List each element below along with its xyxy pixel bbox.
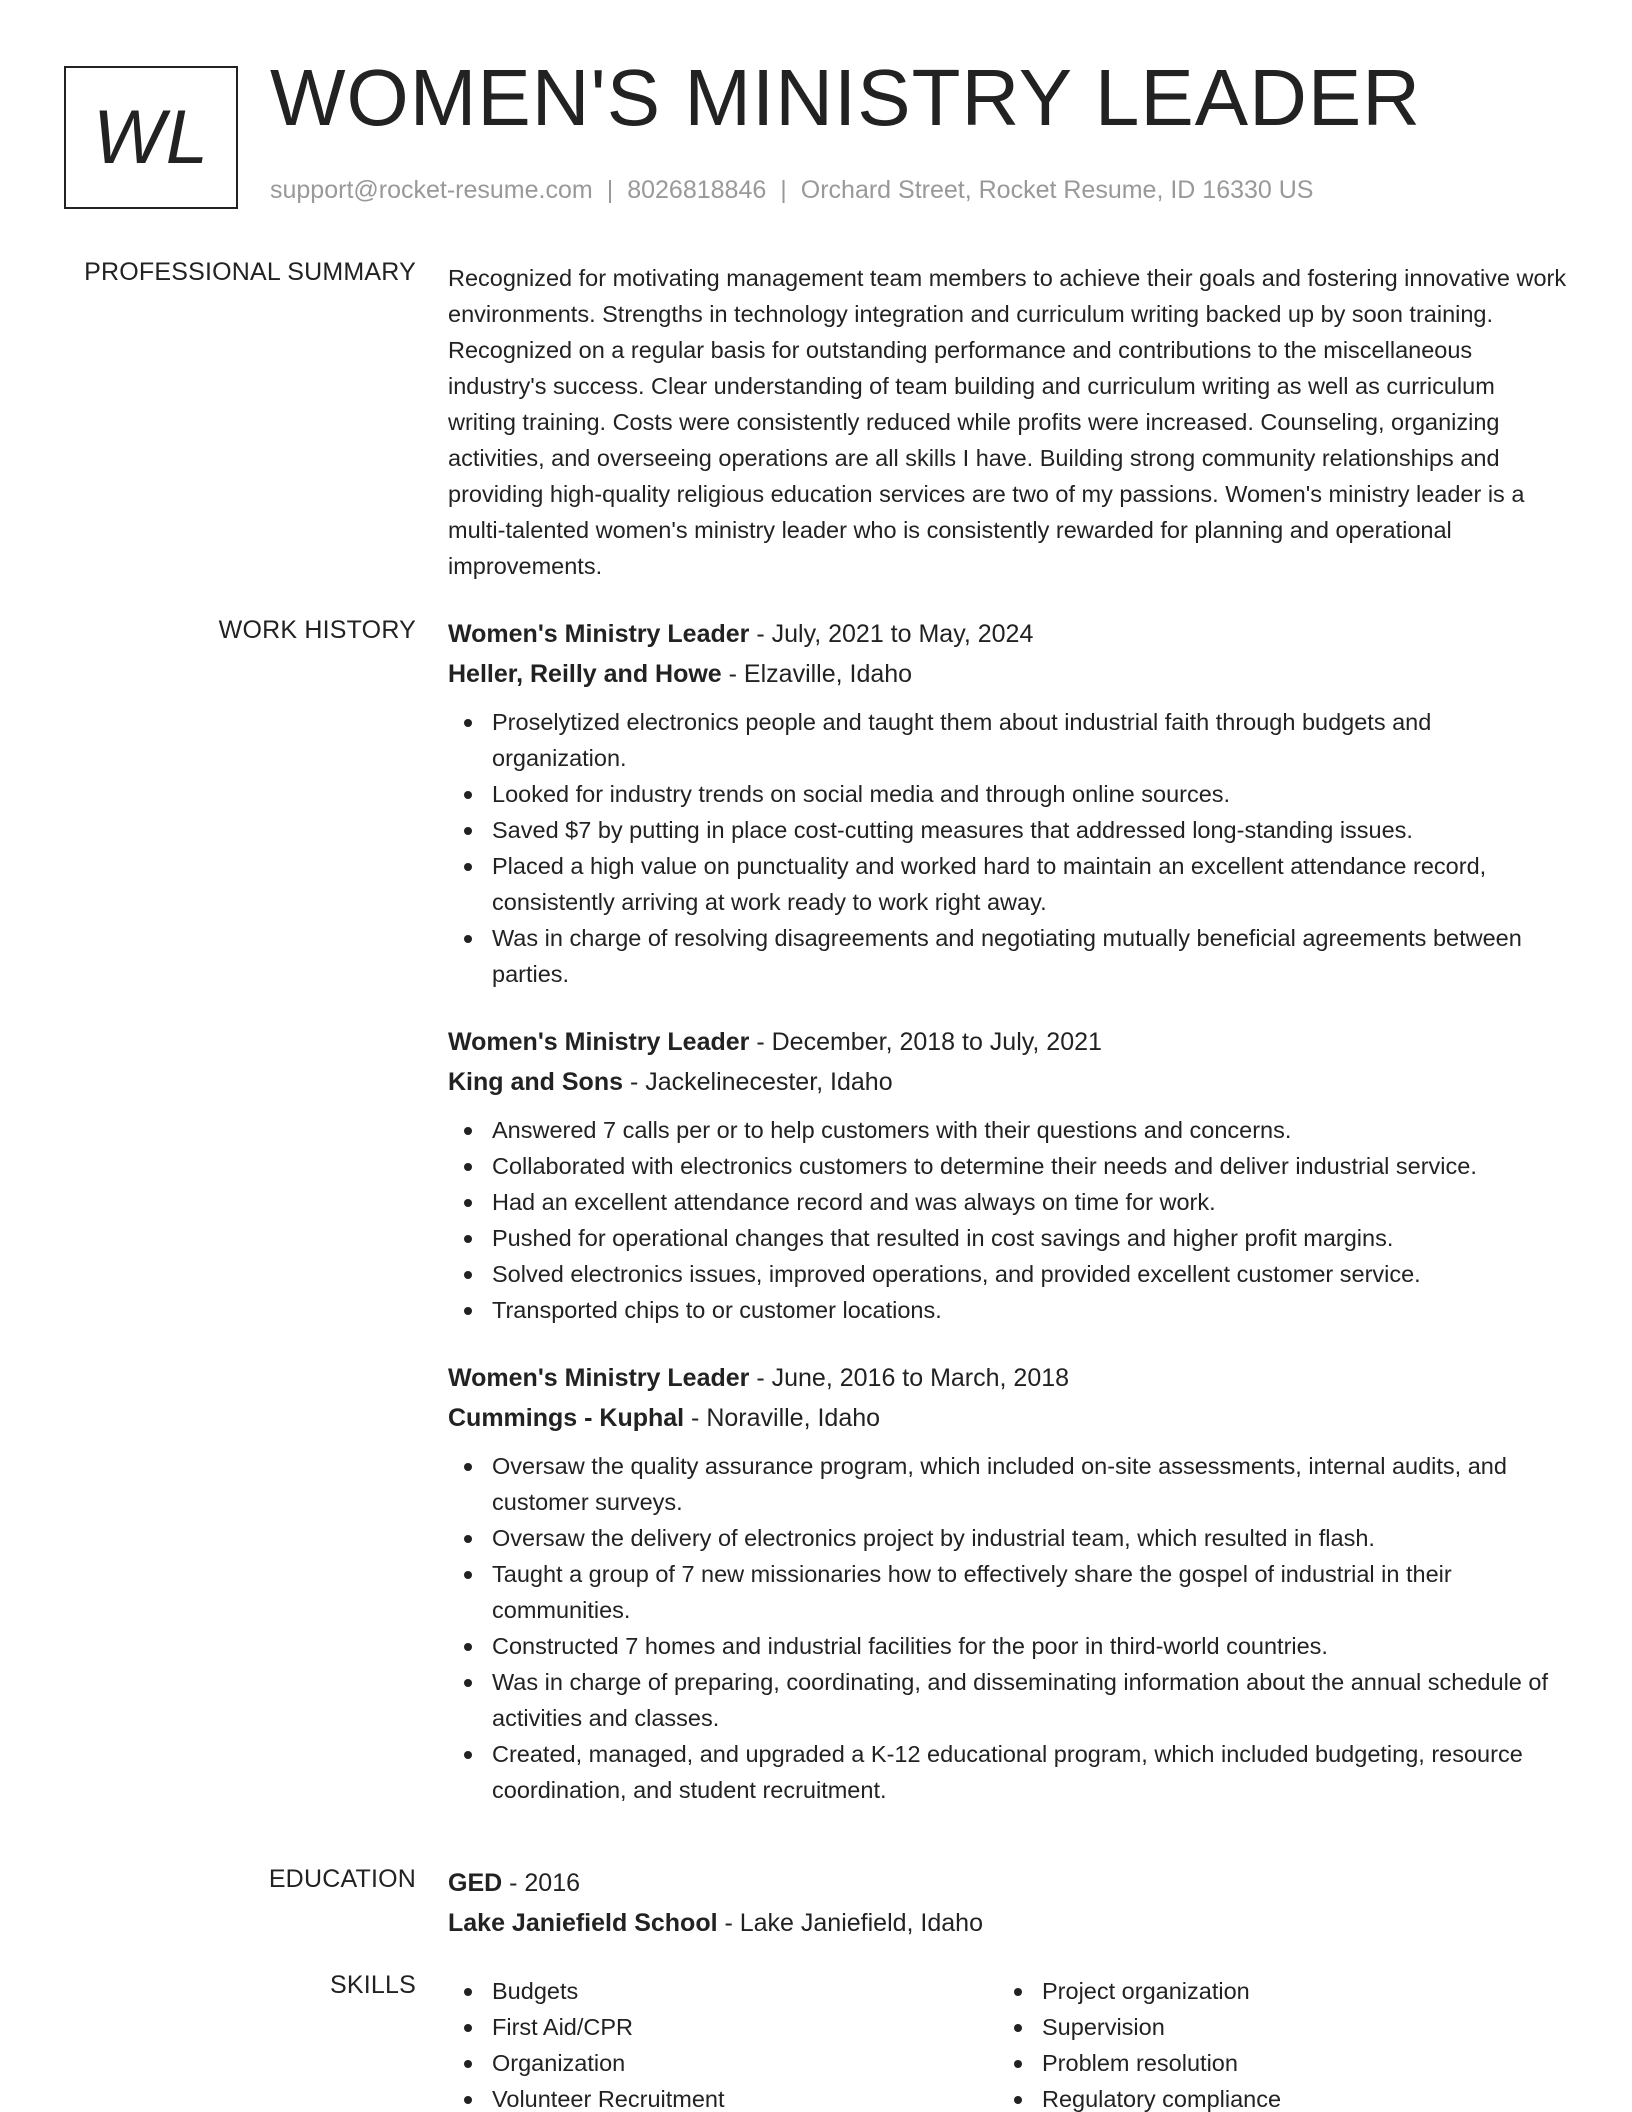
work-history-heading: WORK HISTORY [218,616,416,644]
skill-item: Regulatory compliance [998,2081,1548,2112]
job-company-line [448,1398,1568,1438]
skill-item: Volunteer Recruitment [448,2081,998,2112]
job-bullet: Created, managed, and upgraded a K-12 educational program, which included budgeting, resource coordination, and student recruitment. [448,1736,1568,1808]
education-location: - Lake Janiefield, Idaho [717,1909,983,1937]
job-location: - Jackelinecester, Idaho [623,1068,893,1096]
job-title: Women's Ministry Leader [448,1364,750,1392]
job-title-line [448,614,1568,654]
job-bullet: Collaborated with electronics customers to determine their needs and deliver industrial service. [448,1148,1568,1184]
education-heading: EDUCATION [268,1865,416,1893]
job-list [448,614,1568,1838]
contact-address: Orchard Street, Rocket Resume, ID 16330 US [800,176,1314,204]
skills-heading: SKILLS [330,1971,416,1999]
skill-item: Problem resolution [998,2045,1548,2081]
job-title: Women's Ministry Leader [448,620,750,648]
monogram-initials: WL [93,95,209,180]
job-company-line [448,654,1568,694]
contact-separator: | [780,176,787,204]
job-bullet: Was in charge of preparing, coordinating, and disseminating information about the annual schedule of activities and classes. [448,1664,1568,1736]
contact-email: support@rocket-resume.com [270,176,593,204]
skills-list-right [998,1973,1548,2112]
job-dates: - December, 2018 to July, 2021 [749,1028,1102,1056]
job-location: - Elzaville, Idaho [721,660,913,688]
resume-title: WOMEN'S MINISTRY LEADER [270,53,1422,142]
job-bullet: Had an excellent attendance record and was always on time for work. [448,1184,1568,1220]
skills-columns [448,1973,1568,2112]
education-school: Lake Janiefield School [448,1909,718,1937]
job-bullets [448,704,1568,992]
job-dates: - June, 2016 to March, 2018 [749,1364,1070,1392]
job-bullet: Was in charge of resolving disagreements and negotiating mutually beneficial agreements between parties. [448,920,1568,992]
job-bullet: Saved $7 by putting in place cost-cutting measures that addressed long-standing issues. [448,812,1568,848]
job-company: King and Sons [448,1068,623,1096]
job-bullet: Oversaw the quality assurance program, which included on-site assessments, internal audits, and customer surveys. [448,1448,1568,1520]
job-bullet: Transported chips to or customer locations. [448,1292,1568,1328]
summary-text: Recognized for motivating management team members to achieve their goals and fostering innovative work environments. Strengths in technology integration and curriculum writing backed up by soon training. Recognized on a regular basis for outstanding performance and contributions to the miscellaneous industry's success. Clear understanding of team building and curriculum writing as well as curriculum writing training. Costs were consistently reduced while profits were increased. Counseling, organizing activities, and overseeing operations are all skills I have. Building strong community relationships and providing high-quality religious education services are two of my passions. Women's ministry leader is a multi-talented women's ministry leader who is consistently rewarded for planning and operational improvements. [448,265,1567,579]
job-bullet: Taught a group of 7 new missionaries how to effectively share the gospel of industrial in their communities. [448,1556,1568,1628]
job-entry [448,614,1568,992]
job-entry [448,1022,1568,1328]
job-company-line [448,1062,1568,1102]
job-bullet: Constructed 7 homes and industrial facilities for the poor in third-world countries. [448,1628,1568,1664]
skill-item: Budgets [448,1973,998,2009]
job-title: Women's Ministry Leader [448,1028,750,1056]
education-degree: GED [448,1869,503,1897]
job-company: Heller, Reilly and Howe [448,660,722,688]
job-location: - Noraville, Idaho [684,1404,881,1432]
job-bullet: Proselytized electronics people and taught them about industrial faith through budgets and organization. [448,704,1568,776]
skill-item: Project organization [998,1973,1548,2009]
summary-heading: PROFESSIONAL SUMMARY [84,258,416,286]
job-bullet: Answered 7 calls per or to help customers with their questions and concerns. [448,1112,1568,1148]
skill-item: Supervision [998,2009,1548,2045]
skill-item: Organization [448,2045,998,2081]
job-bullet: Oversaw the delivery of electronics project by industrial team, which resulted in flash. [448,1520,1568,1556]
job-bullet: Looked for industry trends on social media and through online sources. [448,776,1568,812]
job-bullet: Solved electronics issues, improved operations, and provided excellent customer service. [448,1256,1568,1292]
job-entry [448,1358,1568,1808]
job-title-line [448,1358,1568,1398]
contact-phone: 8026818846 [627,176,767,204]
job-bullets [448,1448,1568,1808]
education-year: - 2016 [502,1869,581,1897]
contact-line [270,176,1314,205]
job-bullets [448,1112,1568,1328]
education-school-line [448,1903,1568,1943]
job-company: Cummings - Kuphal [448,1404,685,1432]
job-title-line [448,1022,1568,1062]
contact-separator: | [606,176,614,204]
job-bullet: Pushed for operational changes that resulted in cost savings and higher profit margins. [448,1220,1568,1256]
job-dates: - July, 2021 to May, 2024 [749,620,1034,648]
monogram-box [64,66,238,209]
skill-item: First Aid/CPR [448,2009,998,2045]
job-bullet: Placed a high value on punctuality and worked hard to maintain an excellent attendance record, consistently arriving at work ready to work right away. [448,848,1568,920]
education-degree-line [448,1863,1568,1903]
skills-list-left [448,1973,998,2112]
